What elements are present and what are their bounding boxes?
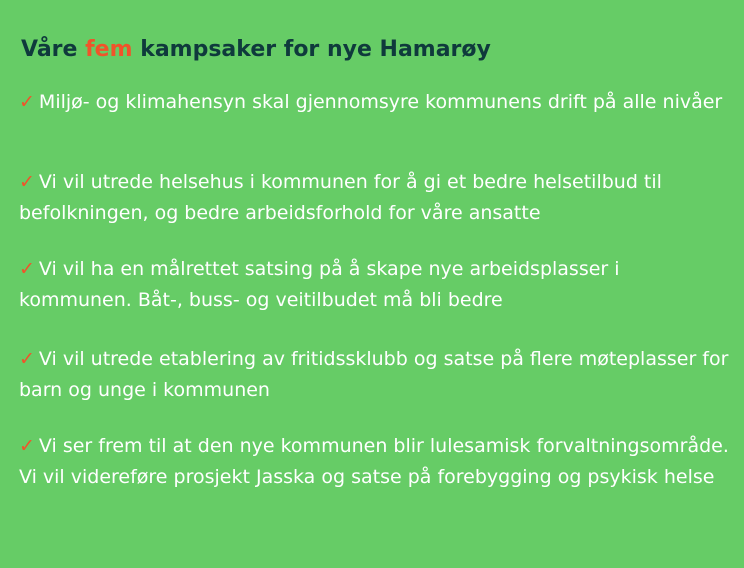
checkmark-icon: ✓ bbox=[19, 348, 35, 370]
campaign-point-text: Vi vil utrede helsehus i kommunen for å gi et bedre helsetilbud til befolkningen, og bedre arbeidsforhold for våre ansatte bbox=[19, 171, 662, 224]
title-accent-word: fem bbox=[85, 37, 133, 62]
checkmark-icon: ✓ bbox=[19, 435, 35, 457]
checkmark-icon: ✓ bbox=[19, 258, 35, 280]
campaign-point-2 bbox=[19, 167, 731, 228]
title-prefix: Våre bbox=[21, 37, 86, 62]
campaign-point-text: Miljø- og klimahensyn skal gjennomsyre kommunens drift på alle nivåer bbox=[38, 91, 723, 113]
campaign-point-text: Vi vil utrede etablering av fritidssklubb og satse på flere møteplasser for barn og unge i kommunen bbox=[19, 348, 729, 401]
page-title bbox=[21, 35, 491, 65]
checkmark-icon: ✓ bbox=[19, 91, 35, 113]
campaign-point-text: Vi vil ha en målrettet satsing på å skape nye arbeidsplasser i kommunen. Båt-, buss- og veitilbudet må bli bedre bbox=[19, 258, 620, 311]
campaign-point-text: Vi ser frem til at den nye kommunen blir lulesamisk forvaltningsområde. Vi vil videreføre prosjekt Jasska og satse på forebygging og psykisk helse bbox=[19, 435, 729, 488]
campaign-point-1 bbox=[19, 87, 731, 118]
campaign-point-4 bbox=[19, 344, 731, 405]
checkmark-icon: ✓ bbox=[19, 171, 35, 193]
campaign-point-5 bbox=[19, 431, 731, 492]
campaign-point-3 bbox=[19, 254, 731, 315]
title-suffix: kampsaker for nye Hamarøy bbox=[132, 37, 491, 62]
